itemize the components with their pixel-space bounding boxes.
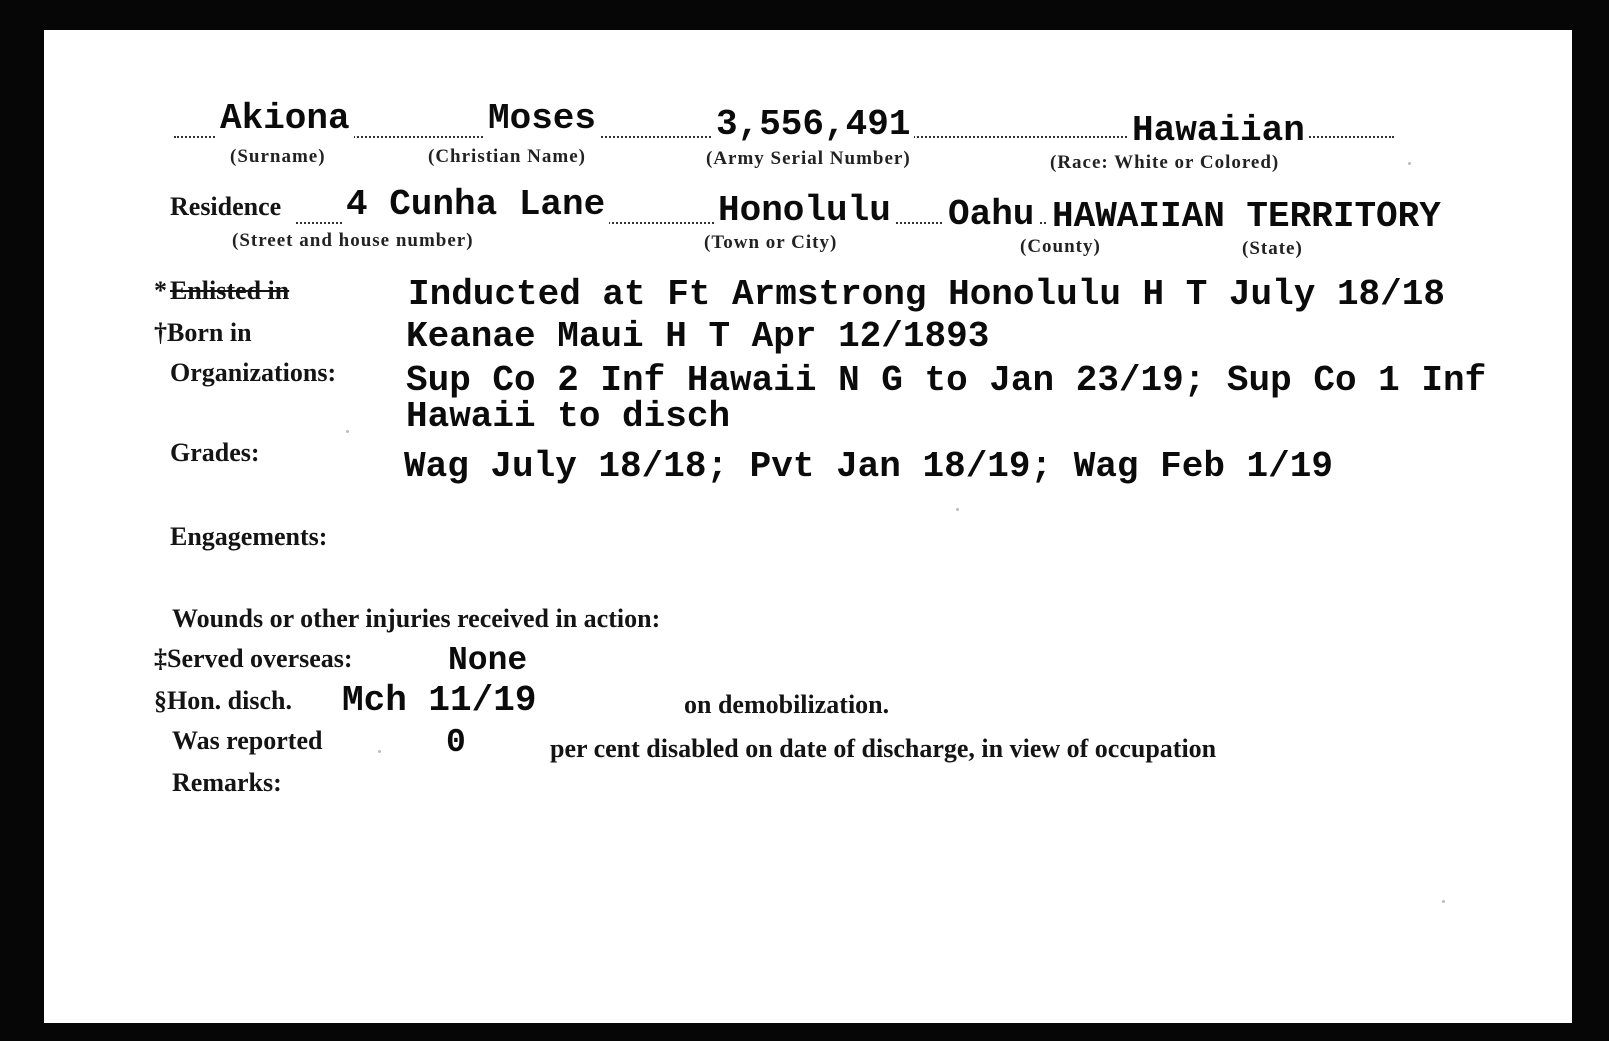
christian-name-value: Moses bbox=[484, 98, 600, 139]
speck bbox=[1442, 900, 1445, 903]
speck bbox=[956, 508, 959, 511]
street-value: 4 Cunha Lane bbox=[342, 184, 609, 225]
christian-name-caption: (Christian Name) bbox=[428, 146, 586, 167]
county-caption: (County) bbox=[1020, 236, 1101, 257]
organizations-line1: Sup Co 2 Inf Hawaii N G to Jan 23/19; Sup Co 1 Inf bbox=[406, 360, 1487, 401]
organizations-label: Organizations: bbox=[170, 358, 337, 387]
organizations-line2: Hawaii to disch bbox=[406, 396, 731, 437]
reported-value: 0 bbox=[446, 724, 466, 761]
state-caption: (State) bbox=[1242, 238, 1303, 259]
race-caption: (Race: White or Colored) bbox=[1050, 152, 1280, 173]
hon-disch-value: Mch 11/19 bbox=[342, 680, 537, 721]
serial-number-value: 3,556,491 bbox=[712, 104, 914, 145]
speck bbox=[378, 750, 381, 753]
enlisted-value: Inducted at Ft Armstrong Honolulu H T July 18/18 bbox=[408, 274, 1445, 315]
grades-value: Wag July 18/18; Pvt Jan 18/19; Wag Feb 1/19 bbox=[404, 446, 1333, 487]
speck bbox=[346, 430, 349, 433]
remarks-label: Remarks: bbox=[172, 768, 282, 797]
county-value: Oahu bbox=[944, 194, 1038, 235]
town-value: Honolulu bbox=[714, 190, 895, 231]
street-caption: (Street and house number) bbox=[232, 230, 474, 251]
surname-value: Akiona bbox=[216, 98, 354, 139]
served-overseas-value: None bbox=[448, 642, 528, 679]
speck bbox=[1408, 162, 1411, 165]
demobilization-text: on demobilization. bbox=[684, 690, 890, 719]
engagements-label: Engagements: bbox=[170, 522, 328, 551]
serial-caption: (Army Serial Number) bbox=[706, 148, 911, 169]
born-value: Keanae Maui H T Apr 12/1893 bbox=[406, 316, 990, 357]
wounds-label: Wounds or other injuries received in action: bbox=[172, 604, 661, 633]
reported-label: Was reported bbox=[172, 726, 323, 755]
state-value: HAWAIIAN TERRITORY bbox=[1048, 196, 1445, 237]
surname-caption: (Surname) bbox=[230, 146, 326, 167]
town-caption: (Town or City) bbox=[704, 232, 838, 253]
served-overseas-label: ‡Served overseas: bbox=[154, 644, 353, 673]
race-value: Hawaiian bbox=[1128, 110, 1309, 151]
born-label: †Born in bbox=[154, 318, 252, 347]
service-record-card bbox=[44, 30, 1572, 1023]
grades-label: Grades: bbox=[170, 438, 260, 467]
enlisted-star: * bbox=[154, 276, 167, 305]
disabled-text: per cent disabled on date of discharge, in view of occupation bbox=[550, 734, 1217, 763]
hon-disch-label: §Hon. disch. bbox=[154, 686, 292, 715]
residence-label: Residence bbox=[170, 192, 285, 222]
enlisted-label: Enlisted in bbox=[170, 276, 290, 305]
